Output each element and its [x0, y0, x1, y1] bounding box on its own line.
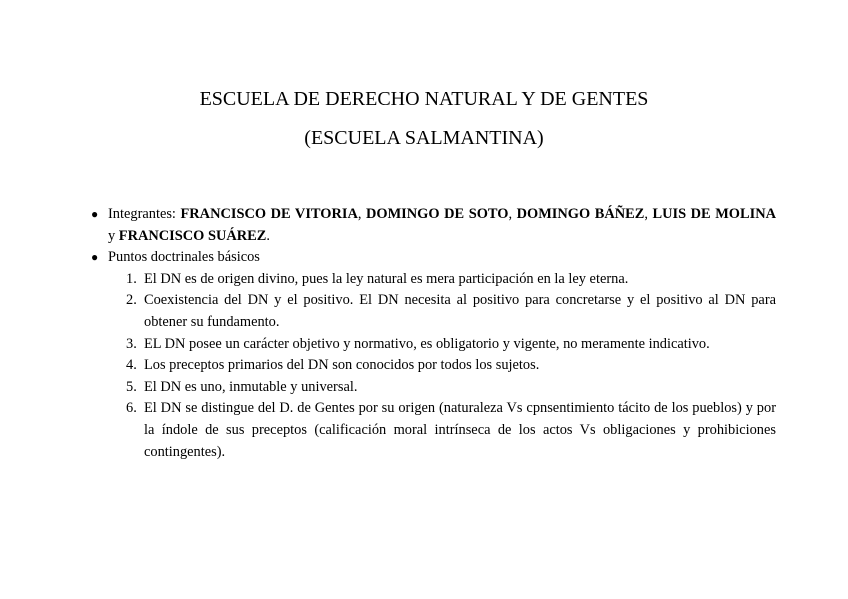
member-name: DOMINGO BÁÑEZ: [516, 206, 645, 222]
list-item: [126, 334, 776, 356]
separator: ,: [644, 206, 653, 222]
list-item: [126, 355, 776, 377]
item-number: 5.: [126, 378, 137, 395]
separator: ,: [357, 206, 367, 222]
numbered-list: [108, 269, 776, 463]
item-number: 2.: [126, 292, 137, 309]
separator: .: [266, 227, 270, 244]
separator: ,: [508, 206, 517, 222]
item-number: 1.: [126, 270, 137, 287]
item-number: 6.: [126, 400, 137, 417]
bullet-icon: ●: [91, 250, 99, 265]
integrantes-text: [108, 204, 776, 247]
list-item: [126, 269, 776, 291]
integrantes-label: Integrantes:: [108, 206, 181, 222]
document-body: [91, 204, 776, 463]
item-text: Coexistencia del DN y el positivo. El DN necesita al positivo para concretarse y el positivo al DN para obtener su fundamento.: [144, 292, 776, 330]
member-name: FRANCISCO SUÁREZ: [118, 227, 267, 244]
document-subtitle: (ESCUELA SALMANTINA): [304, 127, 544, 149]
document-title: ESCUELA DE DERECHO NATURAL Y DE GENTES: [199, 88, 649, 110]
list-item: [126, 398, 776, 463]
item-text: El DN es de origen divino, pues la ley natural es mera participación en la ley eterna.: [144, 270, 629, 287]
item-number: 3.: [126, 335, 137, 352]
item-text: Los preceptos primarios del DN son conocidos por todos los sujetos.: [144, 357, 540, 374]
bullet-list: [91, 204, 776, 463]
list-item: [126, 377, 776, 399]
member-name: FRANCISCO DE VITORIA: [180, 206, 358, 222]
item-text: El DN es uno, inmutable y universal.: [144, 378, 358, 395]
item-number: 4.: [126, 357, 137, 374]
bullet-icon: ●: [91, 207, 99, 221]
separator: y: [108, 227, 119, 244]
member-name: LUIS DE MOLINA: [652, 206, 776, 222]
item-text: EL DN posee un carácter objetivo y normativo, es obligatorio y vigente, no meramente indicativo.: [144, 335, 710, 352]
bullet-item-integrantes: [91, 204, 776, 247]
bullet-item-puntos: [91, 247, 776, 463]
item-text: El DN se distingue del D. de Gentes por su origen (naturaleza Vs cpnsentimiento tácito de los pueblos) y por la índole de sus preceptos (calificación moral intrínseca de los actos Vs obligaciones y prohibiciones contingentes).: [144, 400, 776, 460]
list-item: [126, 290, 776, 333]
puntos-label: Puntos doctrinales básicos: [108, 249, 260, 266]
member-name: DOMINGO DE SOTO: [366, 206, 509, 222]
